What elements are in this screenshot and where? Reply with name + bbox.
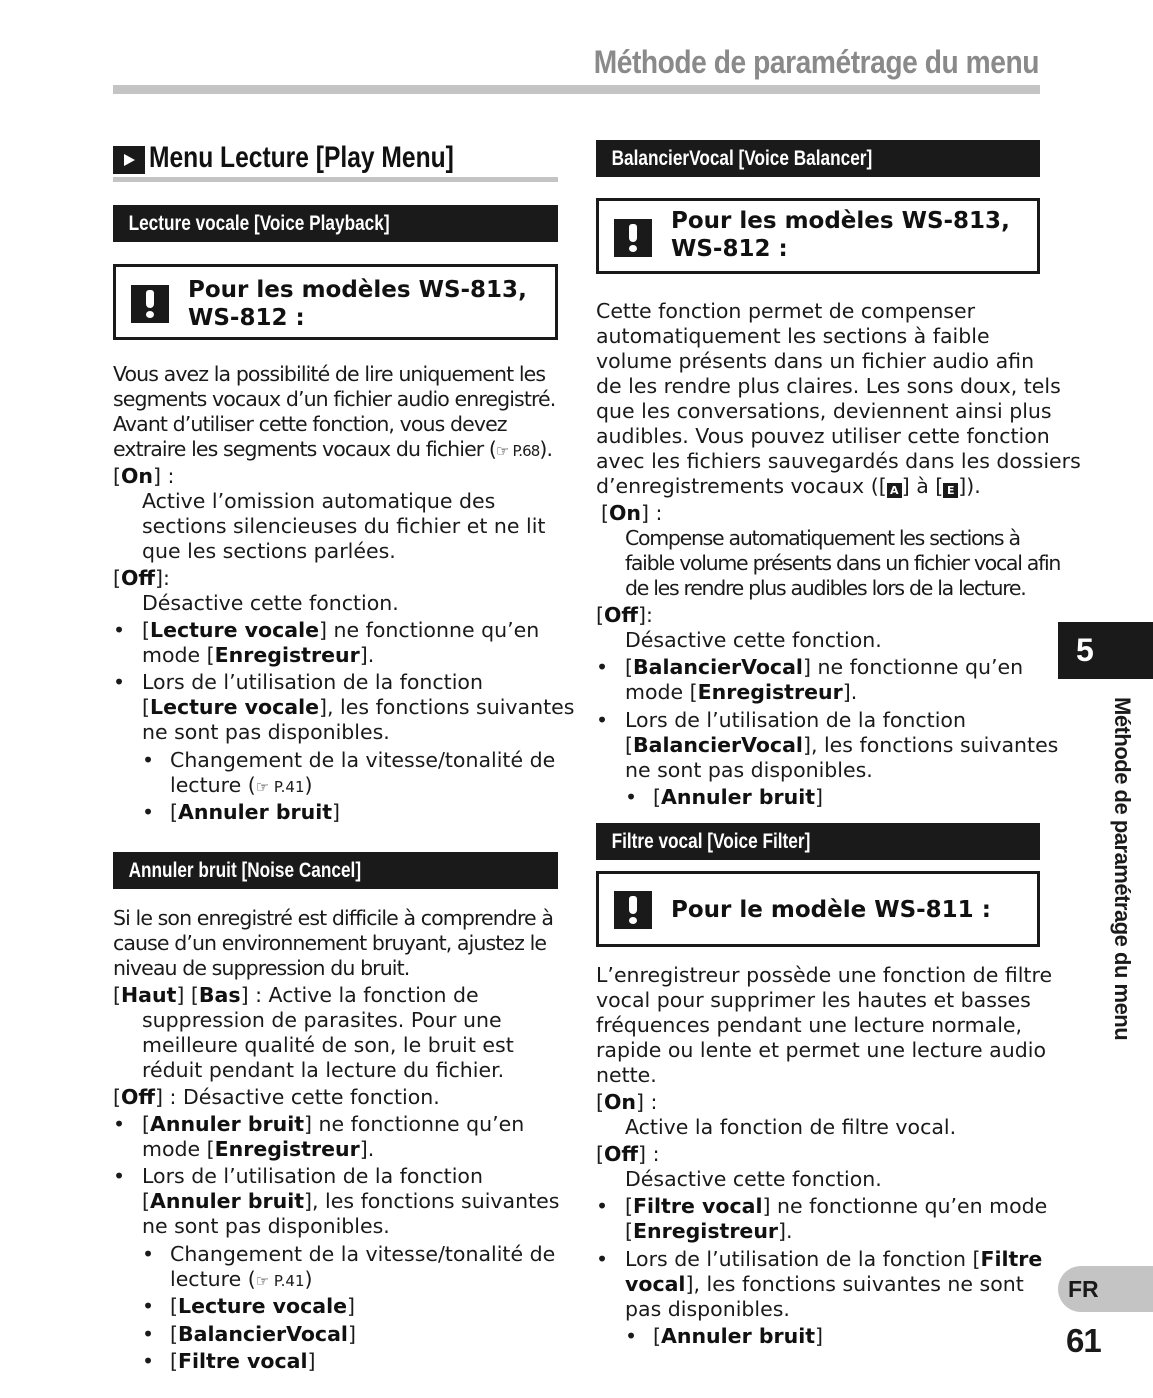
- note-bullet: [113, 670, 483, 695]
- text-line: [596, 474, 981, 499]
- text: ], les fonctions suivantes: [319, 695, 575, 719]
- bullet: •: [142, 748, 155, 772]
- option-off-label: [113, 566, 170, 591]
- note-line: [596, 1219, 793, 1244]
- option-name: On: [121, 464, 154, 488]
- section-title: BalancierVocal [Voice Balancer]: [611, 147, 873, 170]
- option-desc: de les rendre plus audibles lors de la lecture.: [625, 576, 1026, 600]
- bold-term: Annuler bruit: [661, 1324, 816, 1348]
- bracket: [: [596, 603, 604, 627]
- text: ].: [778, 1219, 793, 1243]
- text-line: fréquences pendant une lecture normale,: [596, 1013, 1023, 1037]
- option-on-label: [596, 1090, 657, 1115]
- text: Lors de l’utilisation de la fonction: [142, 1164, 483, 1188]
- option-name: Bas: [198, 983, 241, 1007]
- note-line: [596, 733, 1058, 758]
- section-title: Annuler bruit [Noise Cancel]: [128, 859, 362, 882]
- option-off: [113, 1085, 440, 1110]
- sub-bullet: [113, 1322, 356, 1347]
- text-line: segments vocaux d’un fichier audio enregistré.: [113, 387, 556, 411]
- page-ref-link[interactable]: ☞ P.68: [496, 442, 540, 460]
- text-line: volume présents dans un fichier audio afin: [596, 349, 1035, 373]
- option-desc: sections silencieuses du fichier et ne lit: [142, 514, 546, 538]
- bold-term: Enregistreur: [697, 680, 843, 704]
- bold-term: BalancierVocal: [178, 1322, 348, 1346]
- bracket: [: [170, 1294, 178, 1318]
- sub-bullet: [113, 1349, 315, 1374]
- option-desc: Désactive cette fonction.: [625, 628, 882, 652]
- model-note-text: [671, 207, 1010, 263]
- text: extraire les segments vocaux du fichier (: [113, 437, 497, 461]
- bracket: ]: [153, 464, 162, 488]
- model-note-line: WS-812 :: [188, 305, 305, 331]
- note-line: [113, 695, 574, 720]
- chapter-number: 5: [1076, 632, 1094, 668]
- play-menu-heading: [113, 143, 558, 179]
- text: ] ne fonctionne qu’en: [319, 618, 540, 642]
- page-number: 61: [1066, 1322, 1101, 1359]
- model-note-box: [596, 871, 1040, 947]
- colon: :: [161, 464, 175, 488]
- sub-bullet: [596, 785, 823, 810]
- bracket: [: [170, 1322, 178, 1346]
- bullet: •: [142, 1349, 155, 1373]
- text-line: Cette fonction permet de compenser: [596, 299, 976, 323]
- bullet: •: [625, 785, 638, 809]
- note-line: [113, 1189, 559, 1214]
- text: ].: [842, 680, 858, 704]
- title-rule: [113, 85, 1040, 94]
- text: ] : Désactive cette fonction.: [155, 1085, 440, 1109]
- bracket: [: [596, 1090, 604, 1114]
- section-header-voice-playback: [113, 205, 558, 242]
- text-line: automatiquement les sections à faible: [596, 324, 990, 348]
- option-name: Off: [121, 1085, 156, 1109]
- bold-term: Enregistreur: [633, 1219, 779, 1243]
- bullet: •: [625, 1324, 638, 1348]
- text-line: nette.: [596, 1063, 657, 1087]
- bracket: [: [170, 1349, 178, 1373]
- folder-a-icon: A: [887, 483, 902, 498]
- option-desc: faible volume présents dans un fichier vocal afin: [625, 551, 1061, 575]
- bold-term: Filtre: [980, 1247, 1043, 1271]
- bold-term: Annuler bruit: [661, 785, 816, 809]
- folder-e-icon: E: [943, 483, 958, 498]
- option-desc: meilleure qualité de son, le bruit est: [142, 1033, 514, 1057]
- warning-icon: [614, 891, 652, 929]
- model-note-line: WS-812 :: [671, 236, 788, 262]
- section-header-voice-balancer: [596, 140, 1040, 177]
- bracket: [: [142, 1112, 150, 1136]
- text-line: audibles. Vous pouvez utiliser cette fonction: [596, 424, 1050, 448]
- text-line: cause d’un environnement bruyant, ajustez le: [113, 931, 547, 955]
- page-ref-link[interactable]: ☞ P.41: [255, 778, 305, 796]
- option-desc: réduit pendant la lecture du fichier.: [142, 1058, 505, 1082]
- text: lecture (: [170, 1267, 256, 1291]
- note-line: [113, 643, 374, 668]
- bullet: •: [596, 1194, 609, 1218]
- text: ]).: [958, 474, 981, 498]
- page-title: Méthode de paramétrage du menu: [593, 44, 1039, 80]
- note-bullet: [596, 1247, 1042, 1272]
- bracket: ]: [155, 566, 164, 590]
- text: Lors de l’utilisation de la fonction [: [625, 1247, 981, 1271]
- text-line: niveau de suppression du bruit.: [113, 956, 410, 980]
- colon: :: [163, 566, 170, 590]
- bullet: •: [113, 1112, 126, 1136]
- text: ] à [: [901, 474, 944, 498]
- bullet: •: [113, 1164, 126, 1188]
- note-bullet: [113, 1164, 483, 1189]
- warning-icon: [131, 285, 169, 323]
- bold-term: Annuler bruit: [150, 1112, 305, 1136]
- bullet: •: [142, 1322, 155, 1346]
- section-title: Lecture vocale [Voice Playback]: [128, 212, 390, 235]
- bracket: ]: [347, 1322, 356, 1346]
- bracket: [: [596, 1142, 604, 1166]
- bullet: •: [113, 670, 126, 694]
- bracket: [: [113, 566, 121, 590]
- text: ], les fonctions suivantes: [304, 1189, 560, 1213]
- option-name: Off: [604, 1142, 639, 1166]
- bracket: [: [653, 785, 661, 809]
- bullet: •: [596, 708, 609, 732]
- text: ] ne fonctionne qu’en: [802, 655, 1024, 679]
- note-bullet: [113, 618, 539, 643]
- paren: ): [304, 773, 313, 797]
- text: ].: [359, 1137, 375, 1161]
- colon: :: [644, 1090, 658, 1114]
- text: lecture (: [170, 773, 256, 797]
- bracket: [: [142, 618, 150, 642]
- bracket: ]: [636, 1090, 645, 1114]
- text: Changement de la vitesse/tonalité de: [170, 1242, 556, 1266]
- text: ] ne fonctionne qu’en mode: [762, 1194, 1048, 1218]
- bullet: •: [142, 1242, 155, 1266]
- bracket: [: [170, 800, 178, 824]
- note-line: [596, 1272, 1024, 1297]
- bracket: [: [601, 501, 609, 525]
- bold-term: Annuler bruit: [150, 1189, 305, 1213]
- bracket: ]: [176, 983, 185, 1007]
- text-line: avec les fichiers sauvegardés dans les dossiers: [596, 449, 1081, 473]
- bracket: ]: [815, 1324, 824, 1348]
- bold-term: BalancierVocal: [633, 655, 803, 679]
- bold-term: Lecture vocale: [150, 618, 320, 642]
- sub-bullet: [113, 800, 340, 825]
- model-note-text: [671, 896, 991, 924]
- note-bullet: [596, 655, 1023, 680]
- text: ).: [539, 437, 553, 461]
- section-header-voice-filter: [596, 823, 1040, 860]
- text: Lors de l’utilisation de la fonction: [142, 670, 483, 694]
- bold-term: BalancierVocal: [633, 733, 803, 757]
- note-bullet: [113, 1112, 524, 1137]
- bracket: [: [113, 1085, 121, 1109]
- bullet: •: [113, 618, 126, 642]
- bracket: [: [113, 464, 121, 488]
- bracket: ]: [347, 1294, 356, 1318]
- sub-bullet: [596, 1324, 823, 1349]
- note-bullet: [596, 1194, 1047, 1219]
- sub-line: [113, 1267, 313, 1294]
- colon: :: [649, 501, 663, 525]
- section-header-noise-cancel: [113, 852, 558, 889]
- bold-term: Lecture vocale: [150, 695, 320, 719]
- bracket: ]: [638, 1142, 647, 1166]
- option-desc: Active l’omission automatique des: [142, 489, 496, 513]
- sub-bullet: [113, 748, 555, 773]
- text-line: [113, 437, 552, 464]
- text-line: Avant d’utiliser cette fonction, vous devez: [113, 412, 507, 436]
- colon: :: [646, 1142, 660, 1166]
- bold-term: Enregistreur: [214, 1137, 360, 1161]
- text-line: que les conversations, deviennent ainsi plus: [596, 399, 1052, 423]
- bullet: •: [142, 800, 155, 824]
- text-line: L’enregistreur possède une fonction de filtre: [596, 963, 1053, 987]
- bold-term: Filtre vocal: [633, 1194, 763, 1218]
- sub-bullet: [113, 1242, 555, 1267]
- text: Changement de la vitesse/tonalité de: [170, 748, 556, 772]
- bracket: ]: [638, 603, 647, 627]
- paren: ): [304, 1267, 313, 1291]
- option-name: On: [609, 501, 642, 525]
- bracket: ]: [815, 785, 824, 809]
- sub-line: [113, 773, 313, 800]
- text: mode [: [142, 1137, 215, 1161]
- sub-bullet: [113, 1294, 355, 1319]
- option-name: Haut: [121, 983, 177, 1007]
- chapter-tab[interactable]: [1058, 622, 1153, 679]
- note-line: [596, 680, 857, 705]
- bold-term: vocal: [625, 1272, 686, 1296]
- model-note-line: Pour les modèles WS-813,: [188, 277, 527, 303]
- note-line: ne sont pas disponibles.: [142, 720, 390, 744]
- option-on-label: [113, 464, 174, 489]
- colon: :: [646, 603, 653, 627]
- option-high-low: [113, 983, 479, 1008]
- note-line: ne sont pas disponibles.: [625, 758, 873, 782]
- warning-icon: [614, 219, 652, 257]
- bracket: [: [142, 695, 150, 719]
- text-line: de les rendre plus claires. Les sons doux, tels: [596, 374, 1061, 398]
- bracket: [: [625, 655, 633, 679]
- bullet: •: [142, 1294, 155, 1318]
- option-desc: Désactive cette fonction.: [625, 1167, 882, 1191]
- bold-term: Lecture vocale: [178, 1294, 348, 1318]
- text: d’enregistrements vocaux ([: [596, 474, 887, 498]
- bracket: ]: [641, 501, 650, 525]
- text: ], les fonctions suivantes ne sont: [685, 1272, 1024, 1296]
- model-note-text: [188, 276, 527, 332]
- bracket: [: [190, 983, 199, 1007]
- bullet: •: [596, 655, 609, 679]
- language-tab[interactable]: [1058, 1266, 1153, 1312]
- option-desc: Compense automatiquement les sections à: [625, 526, 1020, 550]
- bold-term: Annuler bruit: [178, 800, 333, 824]
- heading-rule: [113, 177, 558, 182]
- model-note-line: Pour les modèles WS-813,: [671, 208, 1010, 234]
- model-note-line: Pour le modèle WS-811 :: [671, 897, 991, 923]
- bracket: [: [653, 1324, 661, 1348]
- bold-term: Filtre vocal: [178, 1349, 308, 1373]
- text: mode [: [625, 680, 698, 704]
- option-name: Off: [121, 566, 156, 590]
- text-line: Si le son enregistré est difficile à comprendre à: [113, 906, 554, 930]
- option-name: On: [604, 1090, 637, 1114]
- note-line: pas disponibles.: [625, 1297, 790, 1321]
- bracket: [: [625, 733, 633, 757]
- bracket: [: [142, 1189, 150, 1213]
- text-line: Vous avez la possibilité de lire uniquement les: [113, 362, 546, 386]
- bracket: [: [113, 983, 121, 1007]
- text-line: rapide ou lente et permet une lecture audio: [596, 1038, 1046, 1062]
- model-note-box: [113, 264, 558, 340]
- bracket: ]: [307, 1349, 316, 1373]
- play-menu-title: Menu Lecture [Play Menu]: [149, 141, 454, 174]
- note-bullet: [596, 708, 966, 733]
- section-title: Filtre vocal [Voice Filter]: [611, 830, 811, 853]
- text: mode [: [142, 643, 215, 667]
- play-icon: [113, 146, 145, 174]
- text: [: [625, 1219, 633, 1243]
- bracket: ]: [332, 800, 341, 824]
- model-note-box: [596, 198, 1040, 274]
- option-desc: que les sections parlées.: [142, 539, 396, 563]
- option-off-label: [596, 1142, 659, 1167]
- text: Lors de l’utilisation de la fonction: [625, 708, 966, 732]
- page-ref-link[interactable]: ☞ P.41: [255, 1272, 305, 1290]
- option-name: Off: [604, 603, 639, 627]
- chapter-side-title: Méthode de paramétrage du menu: [1110, 697, 1135, 1041]
- text-line: vocal pour supprimer les hautes et basses: [596, 988, 1031, 1012]
- text: ] : Active la fonction de: [240, 983, 479, 1007]
- bullet: •: [596, 1247, 609, 1271]
- note-line: [113, 1137, 374, 1162]
- note-line: ne sont pas disponibles.: [142, 1214, 390, 1238]
- text: ], les fonctions suivantes: [802, 733, 1059, 757]
- option-desc: suppression de parasites. Pour une: [142, 1008, 502, 1032]
- text: ] ne fonctionne qu’en: [304, 1112, 525, 1136]
- option-off-label: [596, 603, 653, 628]
- text: ].: [359, 643, 375, 667]
- bold-term: Enregistreur: [214, 643, 360, 667]
- language-label: FR: [1068, 1276, 1099, 1302]
- option-on-label: [601, 501, 662, 526]
- option-desc: Active la fonction de filtre vocal.: [625, 1115, 957, 1139]
- bracket: [: [625, 1194, 633, 1218]
- option-desc: Désactive cette fonction.: [142, 591, 399, 615]
